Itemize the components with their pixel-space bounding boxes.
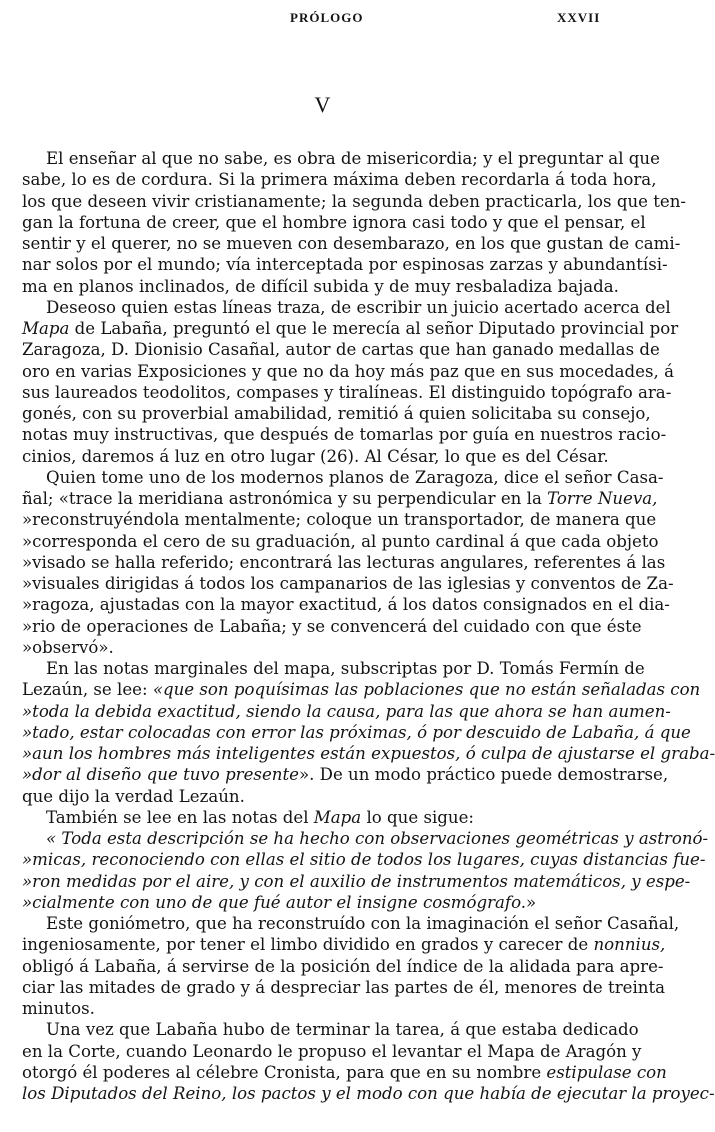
text-span: »reconstruyéndola mentalmente; coloque un transportador, de manera que (22, 510, 657, 530)
text-line (22, 382, 672, 403)
text-line (22, 1083, 715, 1104)
text-line (22, 276, 626, 297)
text-line (22, 849, 706, 870)
text-span: El enseñar al que no sabe, es obra de misericordia; y el preguntar al que (46, 149, 660, 168)
text-span: Una vez que Labaña hubo de terminar la tarea, á que estaba dedicado (46, 1020, 639, 1040)
italic-span: los Diputados del Reino, los pactos y el modo con que había de ejecutar la proyec- (22, 1084, 715, 1103)
text-line (22, 339, 660, 360)
text-span: » (526, 892, 537, 912)
text-line (22, 1019, 639, 1040)
running-header (0, 10, 645, 32)
text-span: ingeniosamente, por tener el limbo dividido en grados y carecer de (22, 935, 594, 955)
section-heading: V (314, 92, 331, 117)
italic-span: »dor al diseño que tuvo presente (22, 765, 299, 785)
text-span: gan la fortuna de creer, que el hombre ignora casi todo y que el pensar, el (22, 212, 646, 232)
text-line (22, 892, 626, 913)
italic-span: »ron medidas por el aire, y con el auxilio de instrumentos matemáticos, y espe- (22, 871, 691, 891)
text-span: Deseoso quien estas líneas traza, de escribir un juicio acertado acerca del (46, 297, 671, 317)
text-span: En las notas marginales del mapa, subscriptas por D. Tomás Fermín de (46, 659, 645, 678)
text-span: minutos. (22, 999, 95, 1018)
italic-span: »aun los hombres más inteligentes están expuestos, ó culpa de ajustarse el graba- (22, 744, 715, 763)
text-line (22, 637, 626, 658)
text-span: notas muy instructivas, que después de tomarlas por guía en nuestros racio- (22, 425, 667, 445)
text-span: cinios, daremos á luz en otro lugar (26). Al César, lo que es del César. (22, 446, 609, 466)
text-line (22, 403, 651, 424)
text-span: Zaragoza, D. Dionisio Casañal, autor de cartas que han ganado medallas de (22, 340, 660, 360)
text-line (22, 722, 691, 743)
text-span: nar solos por el mundo; vía interceptada por espinosas zarzas y abundantísi- (22, 255, 668, 275)
text-line (22, 701, 671, 722)
italic-span: »cialmente con uno de que fué autor el insigne cosmógrafo. (22, 892, 527, 912)
text-line (22, 594, 670, 615)
text-line (22, 1041, 642, 1062)
text-span: los que deseen vivir cristianamente; la segunda deben practicarla, los que ten- (22, 191, 687, 211)
italic-span: Torre Nueva, (547, 489, 658, 508)
text-span: »ragoza, ajustadas con la mayor exactitud, á los datos consignados en el dia- (22, 595, 670, 615)
text-line (22, 467, 664, 488)
text-line (22, 509, 657, 530)
text-span: sabe, lo es de cordura. Si la primera máxima deben recordarla á toda hora, (22, 170, 657, 190)
italic-span: « Toda esta descripción se ha hecho con observaciones geométricas y astronó- (46, 829, 709, 848)
text-line (22, 297, 671, 318)
text-span: sus laureados teodolitos, compases y tiralíneas. El distinguido topógrafo ara- (22, 382, 672, 402)
text-line (22, 1062, 667, 1083)
text-line (22, 148, 660, 169)
text-span: Este goniómetro, que ha reconstruído con la imaginación el señor Casañal, (46, 914, 680, 933)
text-line (22, 233, 681, 254)
text-span: otorgó él poderes al célebre Cronista, para que en su nombre (22, 1062, 547, 1082)
text-line (22, 934, 666, 955)
italic-span: «que son poquísimas las poblaciones que no están señaladas con (152, 680, 701, 700)
text-span: lo que sigue: (361, 807, 474, 827)
text-line (22, 212, 646, 233)
text-line (22, 786, 626, 807)
text-span: »rio de operaciones de Labaña; y se convencerá del cuidado con que éste (22, 616, 642, 636)
italic-span: nonnius, (593, 935, 666, 955)
text-span: Lezaún, se lee: (22, 680, 153, 700)
text-span: oro en varias Exposiciones y que no da hoy más paz que en sus mocedades, á (22, 361, 674, 381)
text-line (22, 658, 645, 679)
text-span: »visuales dirigidas á todos los campanarios de las iglesias y conventos de Za- (22, 574, 674, 593)
text-line (22, 764, 669, 785)
text-line (22, 956, 664, 977)
italic-span: Mapa (313, 807, 362, 827)
text-line (22, 679, 701, 700)
italic-span: »micas, reconociendo con ellas el sitio de todos los lugares, cuyas distancias fue- (22, 850, 706, 870)
text-line (22, 573, 674, 594)
italic-span: estipulase con (546, 1062, 667, 1082)
text-line (22, 361, 674, 382)
text-line (22, 531, 659, 552)
text-span: »corresponda el cero de su graduación, al punto cardinal á que cada objeto (22, 531, 659, 551)
text-line (22, 424, 667, 445)
text-line (22, 318, 679, 339)
text-span: ». De un modo práctico puede demostrarse, (298, 765, 669, 785)
text-span: ciar las mitades de grado y á despreciar las partes de él, menores de treinta (22, 977, 666, 997)
text-line (22, 871, 691, 892)
italic-span: Mapa (22, 319, 70, 338)
text-line (22, 807, 626, 828)
text-line (22, 913, 680, 934)
text-line (22, 254, 668, 275)
text-span: Quien tome uno de los modernos planos de Zaragoza, dice el señor Casa- (46, 467, 664, 487)
text-span: ñal; «trace la meridiana astronómica y su perpendicular en la (22, 489, 548, 508)
text-line (22, 169, 657, 190)
text-span: sentir y el querer, no se mueven con desembarazo, en los que gustan de cami- (22, 234, 681, 253)
text-line (22, 191, 687, 212)
text-line (22, 977, 666, 998)
text-span: obligó á Labaña, á servirse de la posición del índice de la alidada para apre- (22, 956, 664, 976)
text-line (22, 998, 626, 1019)
text-line (22, 488, 658, 509)
text-line (22, 743, 715, 764)
text-span: También se lee en las notas del (46, 807, 314, 827)
italic-span: »toda la debida exactitud, siendo la causa, para las que ahora se han aumen- (22, 701, 671, 721)
italic-span: »tado, estar colocadas con error las próximas, ó por descuido de Labaña, á que (22, 722, 691, 742)
text-line (22, 552, 666, 573)
text-span: de Labaña, preguntó el que le merecía al señor Diputado provincial por (69, 319, 679, 338)
body-text (22, 148, 715, 1104)
running-title: PRÓLOGO (290, 10, 364, 25)
page-number: XXVII (557, 10, 601, 25)
text-span: »visado se halla referido; encontrará las lecturas angulares, referentes á las (22, 552, 666, 572)
text-span: en la Corte, cuando Leonardo le propuso el levantar el Mapa de Aragón y (22, 1041, 642, 1061)
text-span: gonés, con su proverbial amabilidad, remitió á quien solicitaba su consejo, (22, 404, 651, 423)
text-line (22, 446, 626, 467)
text-line (22, 616, 642, 637)
text-span: »observó». (22, 637, 114, 657)
text-span: ma en planos inclinados, de difícil subida y de muy resbaladiza bajada. (22, 276, 619, 296)
text-line (22, 828, 709, 849)
text-span: que dijo la verdad Lezaún. (22, 786, 245, 806)
